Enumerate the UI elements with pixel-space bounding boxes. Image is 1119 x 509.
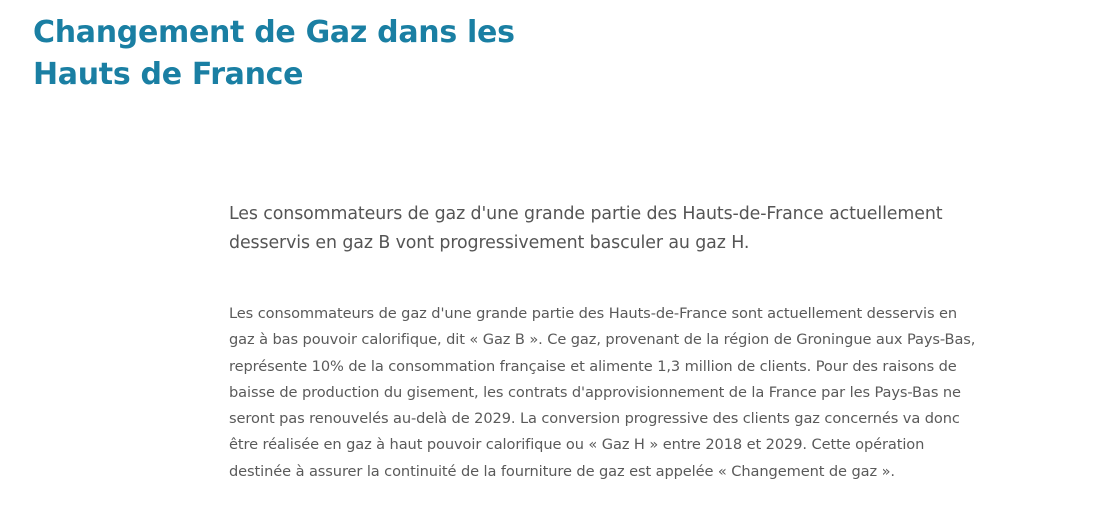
lead-paragraph	[229, 200, 1069, 258]
body-paragraph	[229, 301, 1009, 485]
lead-line-2: desservis en gaz B vont progressivement basculer au gaz H.	[229, 233, 750, 253]
body-line: seront pas renouvelés au-delà de 2029. La conversion progressive des clients gaz concernés va donc	[229, 410, 960, 428]
page-title-line-1: Changement de Gaz dans les	[33, 15, 515, 50]
article-content	[229, 200, 1069, 485]
page-title	[33, 12, 593, 96]
lead-line-1: Les consommateurs de gaz d'une grande partie des Hauts-de-France actuellement	[229, 204, 943, 224]
body-line: gaz à bas pouvoir calorifique, dit « Gaz B ». Ce gaz, provenant de la région de Groningue aux Pays-Bas,	[229, 331, 976, 349]
body-line: être réalisée en gaz à haut pouvoir calorifique ou « Gaz H » entre 2018 et 2029. Cette opération	[229, 436, 925, 454]
body-line: baisse de production du gisement, les contrats d'approvisionnement de la France par les Pays-Bas ne	[229, 383, 961, 401]
body-line: destinée à assurer la continuité de la fourniture de gaz est appelée « Changement de gaz ».	[229, 462, 895, 480]
page-title-line-2: Hauts de France	[33, 57, 304, 92]
body-line: Les consommateurs de gaz d'une grande partie des Hauts-de-France sont actuellement desservis en	[229, 305, 958, 322]
body-line: représente 10% de la consommation française et alimente 1,3 million de clients. Pour des raisons de	[229, 357, 957, 375]
